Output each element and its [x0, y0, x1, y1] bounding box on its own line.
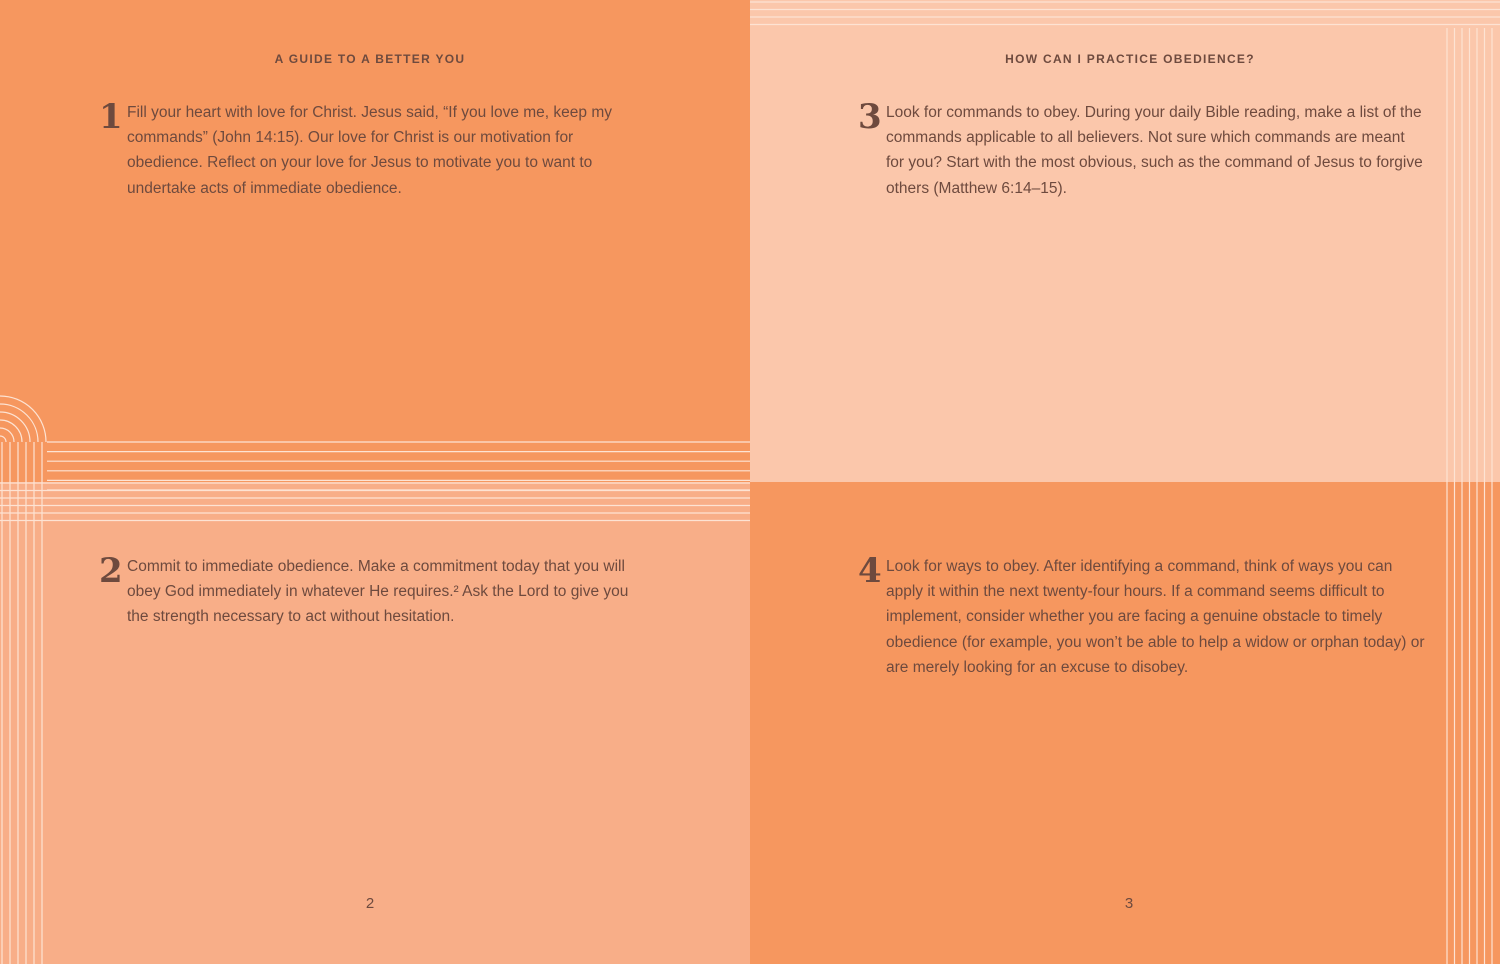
list-item — [99, 551, 649, 630]
page-number-left: 2 — [365, 895, 375, 912]
item-text: Fill your heart with love for Christ. Jesus said, “If you love me, keep my commands” (John 14:15). Our love for Christ is our motivation for obedience. Reflect on your love for Jesus to motivate you to want to undertake acts of immediate obedience. — [127, 104, 612, 197]
item-number: 3 — [858, 97, 882, 137]
quadrant-top-right — [750, 0, 1500, 482]
item-number: 4 — [858, 551, 882, 591]
item-number: 2 — [99, 551, 123, 591]
running-head-left: A GUIDE TO A BETTER YOU — [274, 52, 466, 66]
page-number-right: 3 — [1124, 895, 1134, 912]
running-head-right: HOW CAN I PRACTICE OBEDIENCE? — [1005, 52, 1255, 66]
list-item — [99, 97, 647, 201]
quadrant-top-left — [0, 0, 750, 482]
list-item — [858, 551, 1426, 680]
item-number: 1 — [99, 97, 123, 137]
item-text: Look for ways to obey. After identifying a command, think of ways you can apply it within the next twenty-four hours. If a command seems difficult to implement, consider whether you are facing a genuine obstacle to timely obedience (for example, you won’t be able to help a widow or orphan today) or are merely looking for an excuse to disobey. — [886, 558, 1425, 676]
item-text: Look for commands to obey. During your daily Bible reading, make a list of the commands applicable to all believers. Not sure which commands are meant for you? Start with the most obvious, such as the command of Jesus to forgive others (Matthew 6:14–15). — [886, 104, 1423, 197]
list-item — [858, 97, 1426, 201]
item-text: Commit to immediate obedience. Make a commitment today that you will obey God immediately in whatever He requires.² Ask the Lord to give you the strength necessary to act without hesitation. — [127, 558, 629, 626]
